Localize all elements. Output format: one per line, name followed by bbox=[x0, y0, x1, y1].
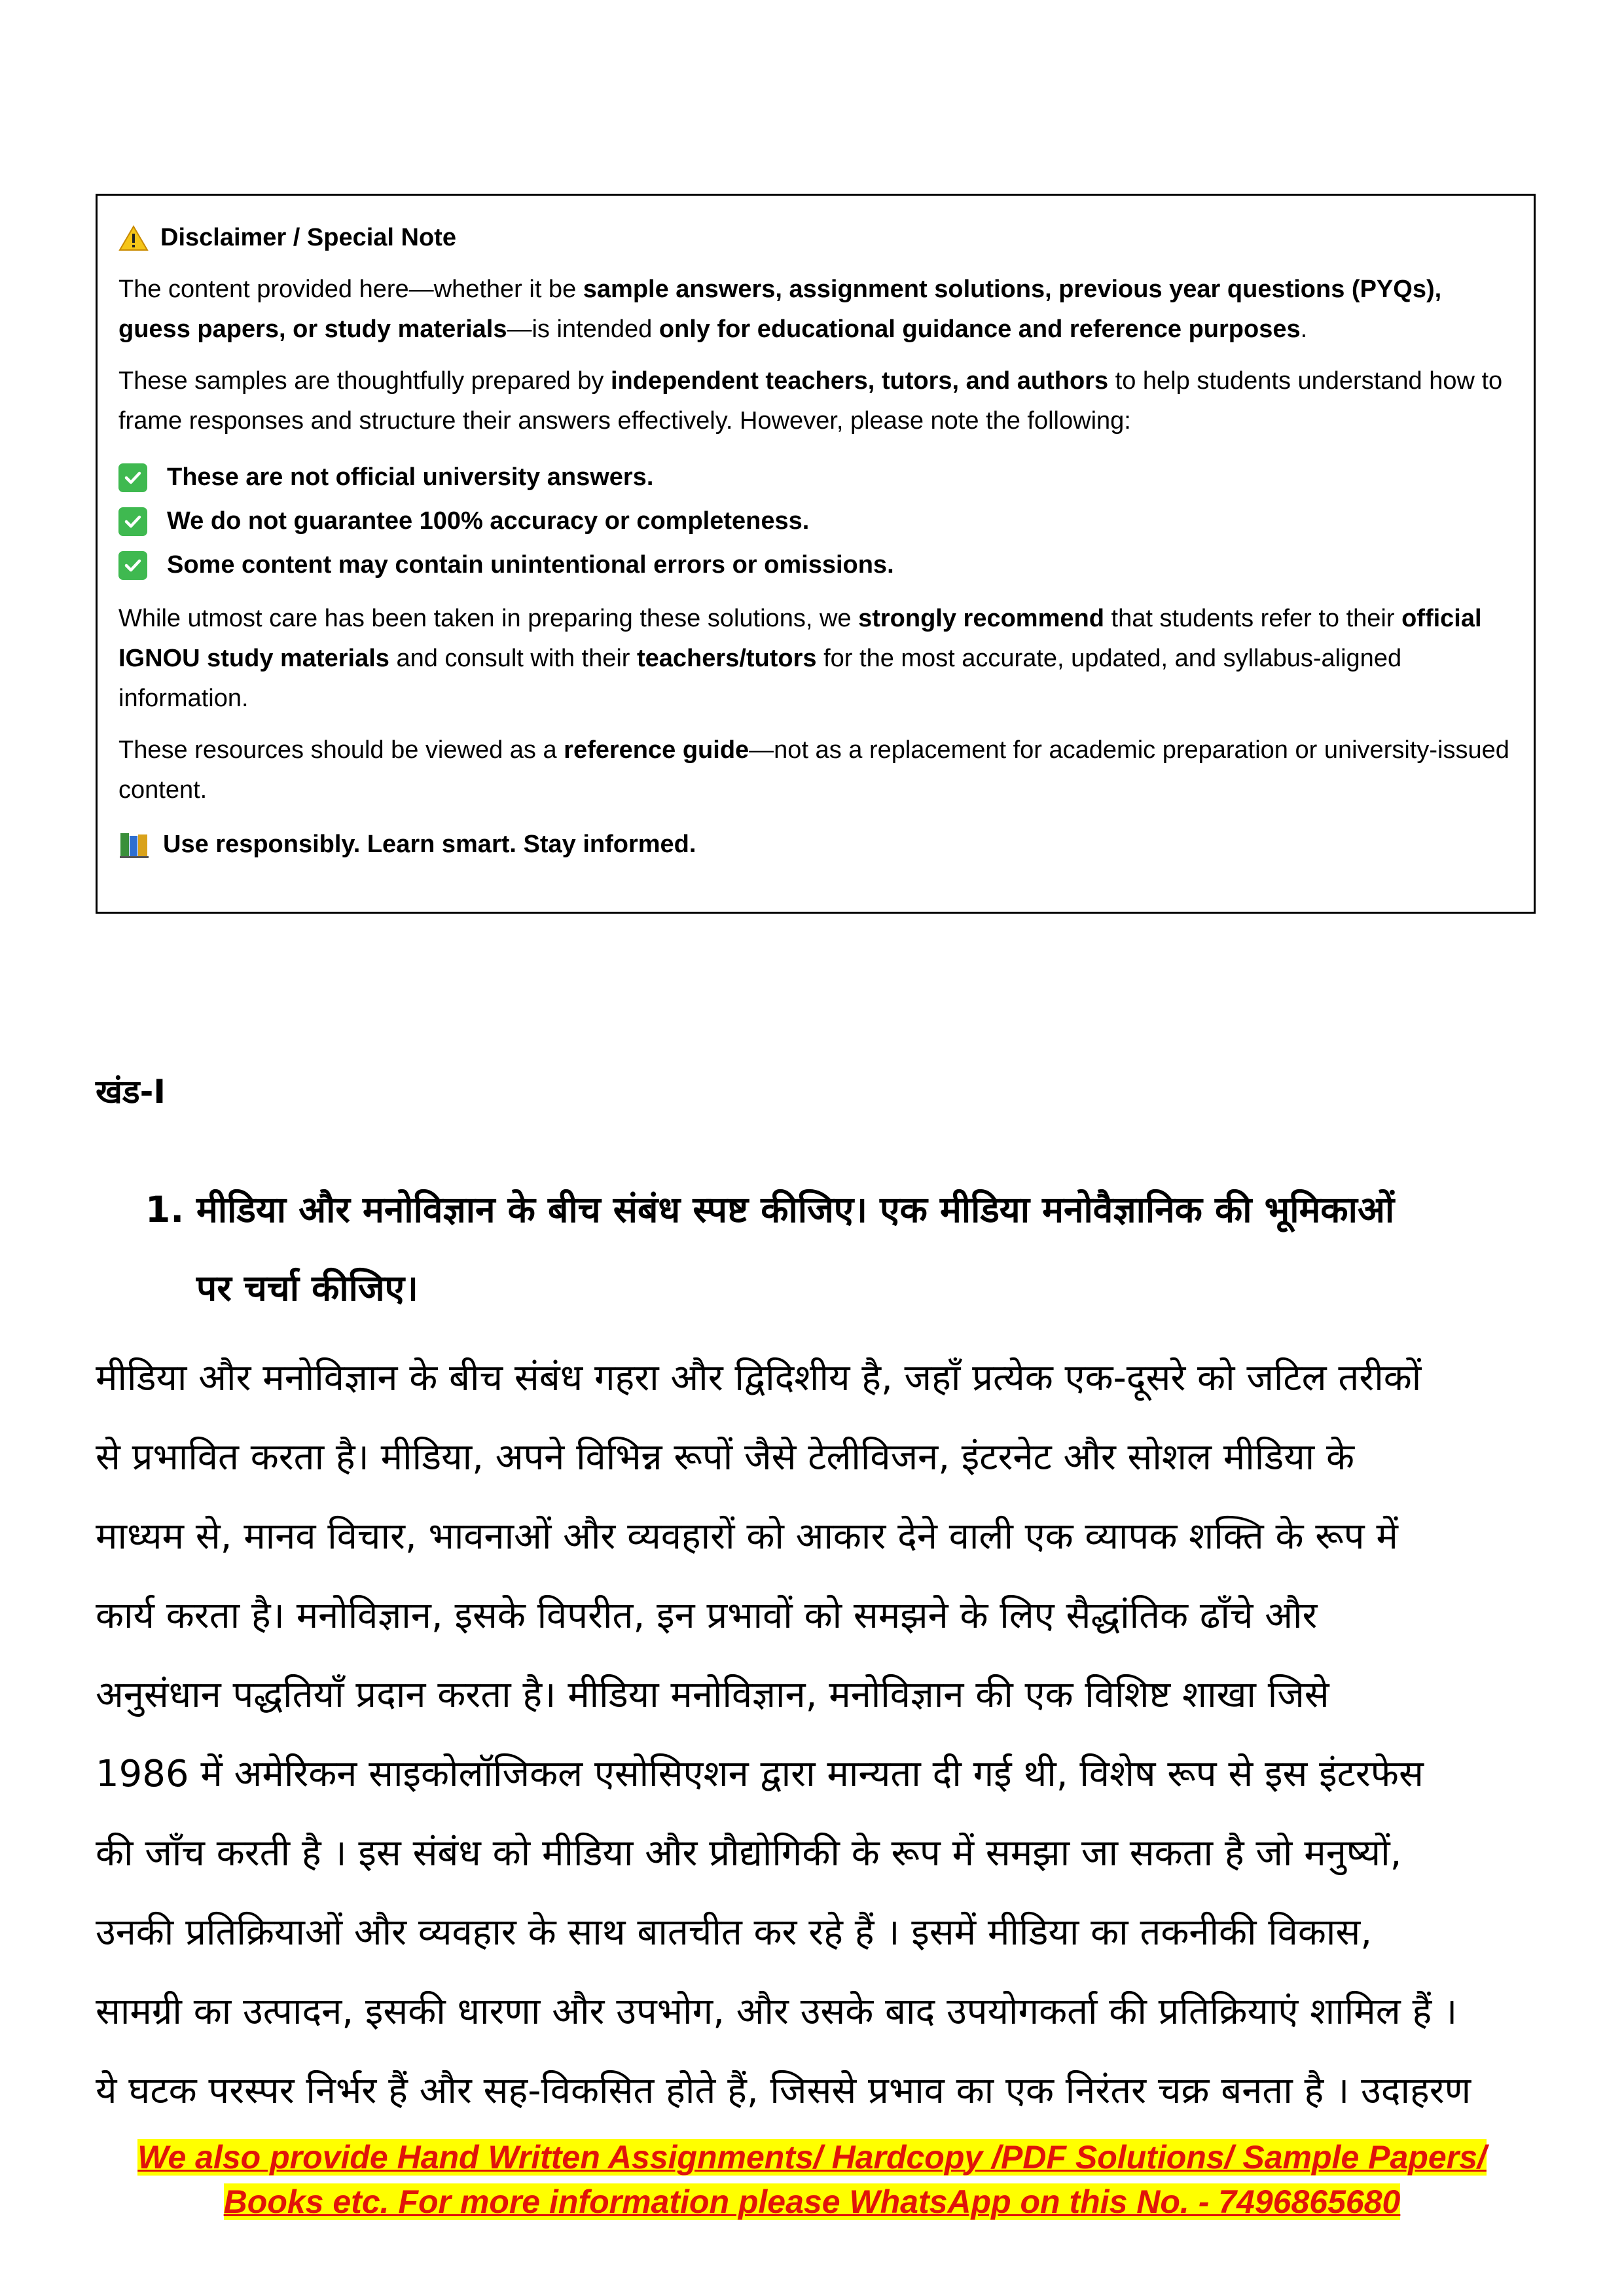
question-text bbox=[196, 1170, 1546, 1327]
bold-run: sample answers, assignment solutions, previous year questions (PYQs), guess papers, or study materials bbox=[118, 276, 1442, 343]
text-run: and consult with their bbox=[389, 645, 637, 672]
check-icon bbox=[118, 507, 147, 536]
answer-body bbox=[96, 1338, 1542, 2130]
disclaimer-title bbox=[118, 218, 1513, 258]
question-number: 1. bbox=[145, 1189, 185, 1230]
question-line: मीडिया और मनोविज्ञान के बीच संबंध स्पष्ट कीजिए। एक मीडिया मनोवैज्ञानिक की भूमिकाओं bbox=[196, 1189, 1395, 1230]
body-line: माध्यम से, मानव विचार, भावनाओं और व्यवहारों को आकार देने वाली एक व्यापक शक्ति के रूप में bbox=[96, 1515, 1398, 1558]
check-item-text: Some content may contain unintentional errors or omissions. bbox=[167, 551, 894, 579]
text-run: . bbox=[1300, 315, 1308, 343]
check-item bbox=[118, 543, 1513, 587]
bold-run: only for educational guidance and reference purposes bbox=[659, 315, 1301, 343]
body-line: सामग्री का उत्पादन, इसकी धारणा और उपभोग, और उसके बाद उपयोगकर्ता की प्रतिक्रियाएं शामिल हैं । bbox=[96, 1990, 1458, 2033]
disclaimer-paragraph-2 bbox=[118, 361, 1513, 441]
body-line: मीडिया और मनोविज्ञान के बीच संबंध गहरा और द्विदिशीय है, जहाँ प्रत्येक एक-दूसरे को जटिल तरीकों bbox=[96, 1357, 1422, 1399]
bold-run: reference guide bbox=[564, 736, 749, 764]
check-item-text: These are not official university answers. bbox=[167, 463, 654, 491]
bold-run: teachers/tutors bbox=[637, 645, 817, 672]
disclaimer-paragraph-3 bbox=[118, 599, 1513, 719]
body-line: 1986 में अमेरिकन साइकोलॉजिकल एसोसिएशन द्वारा मान्यता दी गई थी, विशेष रूप से इस इंटरफेस bbox=[96, 1753, 1424, 1795]
bold-run: official IGNOU study materials bbox=[118, 605, 1482, 672]
question bbox=[145, 1170, 1546, 1327]
check-item bbox=[118, 456, 1513, 499]
footer-promo bbox=[0, 2135, 1624, 2224]
disclaimer-paragraph-4 bbox=[118, 730, 1513, 810]
text-run: to help students understand how to frame responses and structure their answers effectively. However, please note the following: bbox=[118, 367, 1503, 435]
warning-icon bbox=[118, 225, 149, 251]
section-label: खंड-I bbox=[96, 1073, 166, 1111]
footer-line-2: Books etc. For more information please WhatsApp on this No. - 7496865680 bbox=[223, 2183, 1401, 2220]
text-run: for the most accurate, updated, and syllabus-aligned information. bbox=[118, 645, 1402, 712]
footer-line-1: We also provide Hand Written Assignments/ Hardcopy /PDF Solutions/ Sample Papers/ bbox=[137, 2139, 1487, 2176]
body-line: ये घटक परस्पर निर्भर हैं और सह-विकसित होते हैं, जिससे प्रभाव का एक निरंतर चक्र बनता है । उदाहरण bbox=[96, 2070, 1471, 2112]
body-line: अनुसंधान पद्धतियाँ प्रदान करता है। मीडिया मनोविज्ञान, मनोविज्ञान की एक विशिष्ट शाखा जिसे bbox=[96, 1674, 1329, 1716]
check-item bbox=[118, 499, 1513, 543]
bold-run: independent teachers, tutors, and authors bbox=[610, 367, 1109, 395]
books-icon bbox=[118, 831, 150, 859]
closing-text: Use responsibly. Learn smart. Stay informed. bbox=[163, 831, 696, 858]
check-icon bbox=[118, 551, 147, 580]
check-icon bbox=[118, 463, 147, 492]
closing-line bbox=[118, 825, 1513, 865]
text-run: These samples are thoughtfully prepared by bbox=[118, 367, 611, 395]
question-line: पर चर्चा कीजिए। bbox=[196, 1267, 418, 1309]
body-line: कार्य करता है। मनोविज्ञान, इसके विपरीत, इन प्रभावों को समझने के लिए सैद्धांतिक ढाँचे और bbox=[96, 1594, 1318, 1637]
body-line: उनकी प्रतिक्रियाओं और व्यवहार के साथ बातचीत कर रहे हैं । इसमें मीडिया का तकनीकी विकास, bbox=[96, 1911, 1373, 1954]
check-item-text: We do not guarantee 100% accuracy or completeness. bbox=[167, 507, 810, 535]
text-run: These resources should be viewed as a bbox=[118, 736, 564, 764]
disclaimer-paragraph-1 bbox=[118, 270, 1513, 350]
body-line: की जाँच करती है । इस संबंध को मीडिया और प्रौद्योगिकी के रूप में समझा जा सकता है जो मनुष्यों, bbox=[96, 1832, 1402, 1874]
body-line: से प्रभावित करता है। मीडिया, अपने विभिन्न रूपों जैसे टेलीविजन, इंटरनेट और सोशल मीडिया के bbox=[96, 1436, 1354, 1479]
text-run: The content provided here—whether it be bbox=[118, 276, 583, 303]
text-run: —is intended bbox=[507, 315, 659, 343]
disclaimer-title-text: Disclaimer / Special Note bbox=[160, 224, 456, 251]
text-run: that students refer to their bbox=[1104, 605, 1402, 632]
bold-run: strongly recommend bbox=[858, 605, 1104, 632]
text-run: —not as a replacement for academic preparation or university-issued content. bbox=[118, 736, 1509, 804]
check-list bbox=[118, 456, 1513, 587]
text-run: While utmost care has been taken in preparing these solutions, we bbox=[118, 605, 859, 632]
disclaimer-box bbox=[96, 194, 1536, 914]
